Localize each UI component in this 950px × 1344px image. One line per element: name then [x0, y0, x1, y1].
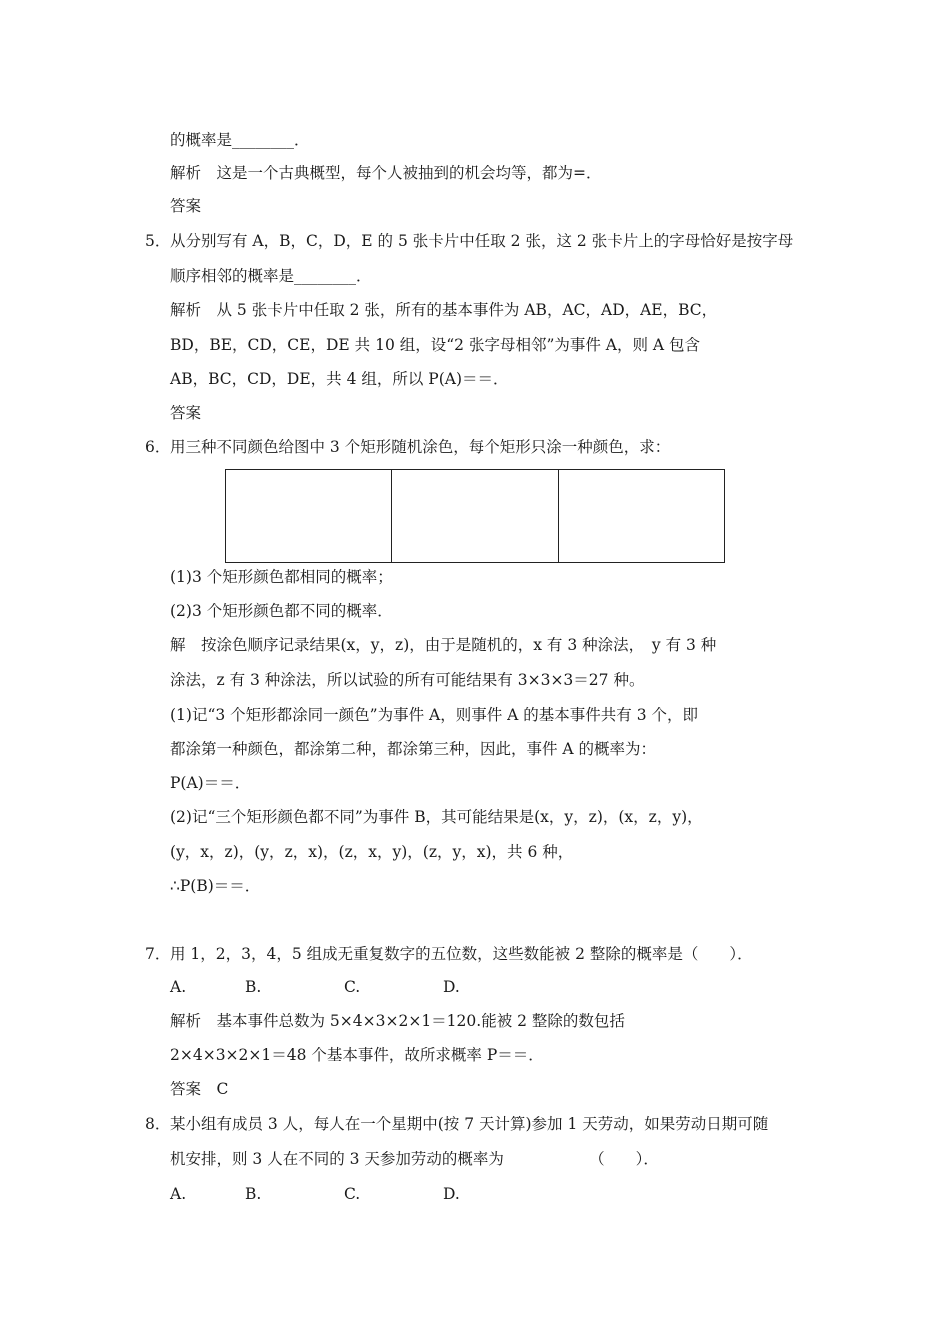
option-b: B.	[245, 1185, 262, 1203]
solution-text: 解析 从 5 张卡片中任取 2 张，所有的基本事件为 AB，AC，AD，AE，BC，	[170, 301, 718, 319]
question-number: 8．	[145, 1115, 171, 1133]
solution-text: 都涂第一种颜色，都涂第二种，都涂第三种，因此，事件 A 的概率为：	[170, 740, 657, 758]
rectangle-3	[558, 470, 724, 562]
solution-text: AB，BC，CD，DE，共 4 组，所以 P(A)＝＝．	[170, 370, 509, 388]
solution-text: (2)记“三个矩形颜色都不同”为事件 B，其可能结果是(x，y，z)，(x，z，y)，	[170, 808, 703, 826]
option-d: D.	[443, 1185, 460, 1203]
solution-text: 涂法，z 有 3 种涂法，所以试验的所有可能结果有 3×3×3＝27 种。	[170, 671, 645, 689]
question-text: 从分别写有 A，B，C，D，E 的 5 张卡片中任取 2 张，这 2 张卡片上的字母恰好是按字母	[170, 232, 794, 250]
question-number: 6．	[145, 438, 171, 456]
question-text: 机安排，则 3 人在不同的 3 天参加劳动的概率为 （ ）．	[170, 1150, 659, 1168]
question-part: (1)3 个矩形颜色都相同的概率；	[170, 568, 393, 586]
answer-label: 答案	[170, 404, 202, 422]
solution-text: P(A)＝＝．	[170, 774, 251, 792]
option-c: C.	[344, 978, 361, 996]
question-text: 用 1，2，3，4，5 组成无重复数字的五位数，这些数能被 2 整除的概率是（ ）．	[170, 945, 753, 963]
question-text: 某小组有成员 3 人，每人在一个星期中(按 7 天计算)参加 1 天劳动，如果劳动日期可随	[170, 1115, 769, 1133]
solution-text: ∴P(B)＝＝．	[170, 877, 261, 895]
question-text: 用三种不同颜色给图中 3 个矩形随机涂色，每个矩形只涂一种颜色，求：	[170, 438, 671, 456]
option-a: A.	[170, 978, 187, 996]
question-text: 顺序相邻的概率是________．	[170, 267, 372, 285]
text-line: 答案	[170, 197, 202, 215]
question-part: (2)3 个矩形颜色都不同的概率．	[170, 602, 393, 620]
option-d: D.	[443, 978, 460, 996]
option-a: A.	[170, 1185, 187, 1203]
question-number: 5．	[145, 232, 171, 250]
rectangle-1	[226, 470, 391, 562]
solution-text: 解 按涂色顺序记录结果(x，y，z)，由于是随机的，x 有 3 种涂法， y 有 3 种	[170, 636, 717, 654]
solution-text: (y，x，z)，(y，z，x)，(z，x，y)，(z，y，x)，共 6 种，	[170, 843, 574, 861]
option-b: B.	[245, 978, 262, 996]
solution-text: 2×4×3×2×1＝48 个基本事件，故所求概率 P＝＝．	[170, 1046, 544, 1064]
text-line: 的概率是________．	[170, 131, 310, 149]
solution-text: BD，BE，CD，CE，DE 共 10 组，设“2 张字母相邻”为事件 A，则 A 包含	[170, 336, 701, 354]
answer-label: 答案 C	[170, 1080, 229, 1098]
rectangle-2	[391, 470, 557, 562]
question-number: 7．	[145, 945, 171, 963]
solution-text: 解析 基本事件总数为 5×4×3×2×1＝120.能被 2 整除的数包括	[170, 1012, 625, 1030]
three-rectangles-figure	[225, 469, 725, 563]
option-c: C.	[344, 1185, 361, 1203]
solution-text: (1)记“3 个矩形都涂同一颜色”为事件 A，则事件 A 的基本事件共有 3 个，即	[170, 706, 698, 724]
text-line: 解析 这是一个古典概型，每个人被抽到的机会均等，都为=．	[170, 164, 602, 182]
